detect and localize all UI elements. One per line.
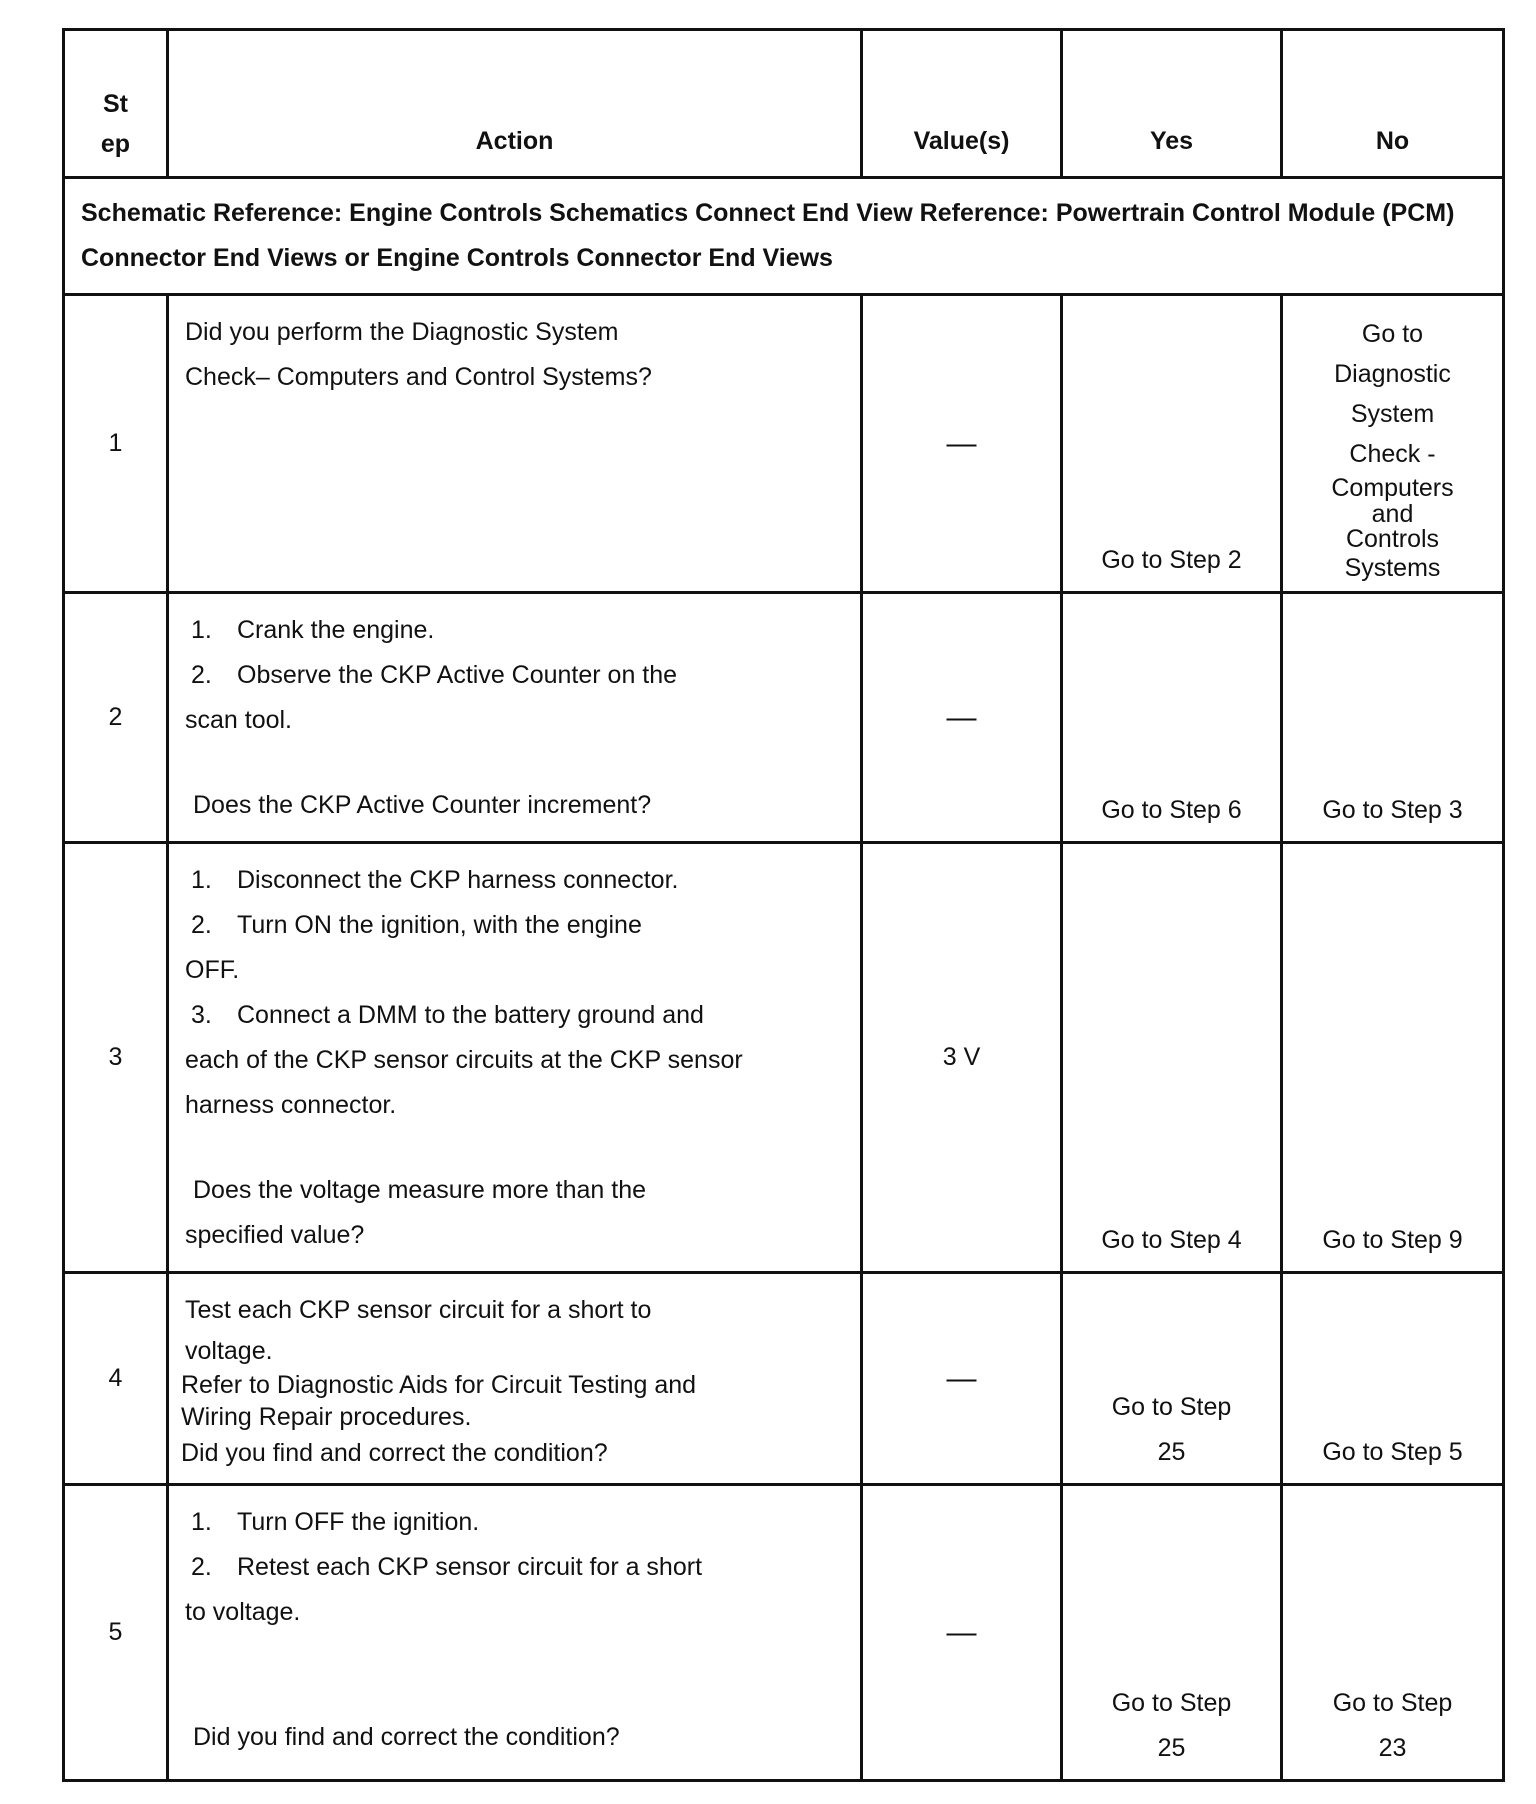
value-cell: — xyxy=(862,593,1062,843)
table-row xyxy=(64,593,1504,843)
header-action: Action xyxy=(168,30,862,178)
value-cell: — xyxy=(862,1273,1062,1485)
value-cell: 3 V xyxy=(862,843,1062,1273)
no-cell: Go to Step 3 xyxy=(1282,593,1504,843)
no-cell: Go to Step 5 xyxy=(1282,1273,1504,1485)
question-text: Does the voltage measure more than the xyxy=(193,1176,647,1204)
table-row xyxy=(64,843,1504,1273)
action-line: Did you perform the Diagnostic System xyxy=(185,318,619,346)
yes-cell: Go to Step 25 xyxy=(1062,1485,1282,1781)
header-yes: Yes xyxy=(1062,30,1282,178)
action-cell xyxy=(168,295,862,593)
table-row xyxy=(64,1485,1504,1781)
schematic-reference: Schematic Reference: Engine Controls Schematics Connect End View Reference: Powertrain Control Module (PCM) Connector End Views or Engine Controls Connector End Views xyxy=(64,178,1504,295)
action-cell: 1. Crank the engine. 2. Observe the CKP Active Counter on the scan tool. Does the CKP Active Counter increment? xyxy=(168,593,862,843)
reference-row xyxy=(64,178,1504,295)
diagnostic-table xyxy=(62,28,1505,1782)
step-number: 2 xyxy=(64,593,168,843)
question-text: Does the CKP Active Counter increment? xyxy=(193,791,652,819)
yes-cell: Go to Step 25 xyxy=(1062,1273,1282,1485)
step-number: 4 xyxy=(64,1273,168,1485)
action-cell: 1. Disconnect the CKP harness connector. 2. Turn ON the ignition, with the engine OFF. 3. Connect a DMM to the battery ground and each of the CKP sensor circuits at the CKP sensor harness connector. Does the voltage measure more than the specified value? xyxy=(168,843,862,1273)
header-row xyxy=(64,30,1504,178)
action-line: Check– Computers and Control Systems? xyxy=(185,363,652,391)
yes-cell: Go to Step 4 xyxy=(1062,843,1282,1273)
value-cell: — xyxy=(862,295,1062,593)
question-text: Did you find and correct the condition? xyxy=(193,1723,620,1751)
value-cell: — xyxy=(862,1485,1062,1781)
table-row xyxy=(64,1273,1504,1485)
step-number: 5 xyxy=(64,1485,168,1781)
question-text: specified value? xyxy=(185,1221,365,1249)
step-number: 1 xyxy=(64,295,168,593)
step-number: 3 xyxy=(64,843,168,1273)
yes-cell: Go to Step 6 xyxy=(1062,593,1282,843)
no-cell: Go to Step 23 xyxy=(1282,1485,1504,1781)
yes-cell: Go to Step 2 xyxy=(1062,295,1282,593)
action-cell: 1. Turn OFF the ignition. 2. Retest each CKP sensor circuit for a short to voltage. Did you find and correct the condition? xyxy=(168,1485,862,1781)
action-cell: Test each CKP sensor circuit for a short to voltage. Refer to Diagnostic Aids for Circuit Testing and Wiring Repair procedures. Did you find and correct the condition? xyxy=(168,1273,862,1485)
header-no: No xyxy=(1282,30,1504,178)
table-row xyxy=(64,295,1504,593)
header-values: Value(s) xyxy=(862,30,1062,178)
header-step: St ep xyxy=(64,30,168,178)
no-cell: Go to Step 9 xyxy=(1282,843,1504,1273)
no-cell: Go to Diagnostic System Check - Computers and Controls Systems xyxy=(1282,295,1504,593)
